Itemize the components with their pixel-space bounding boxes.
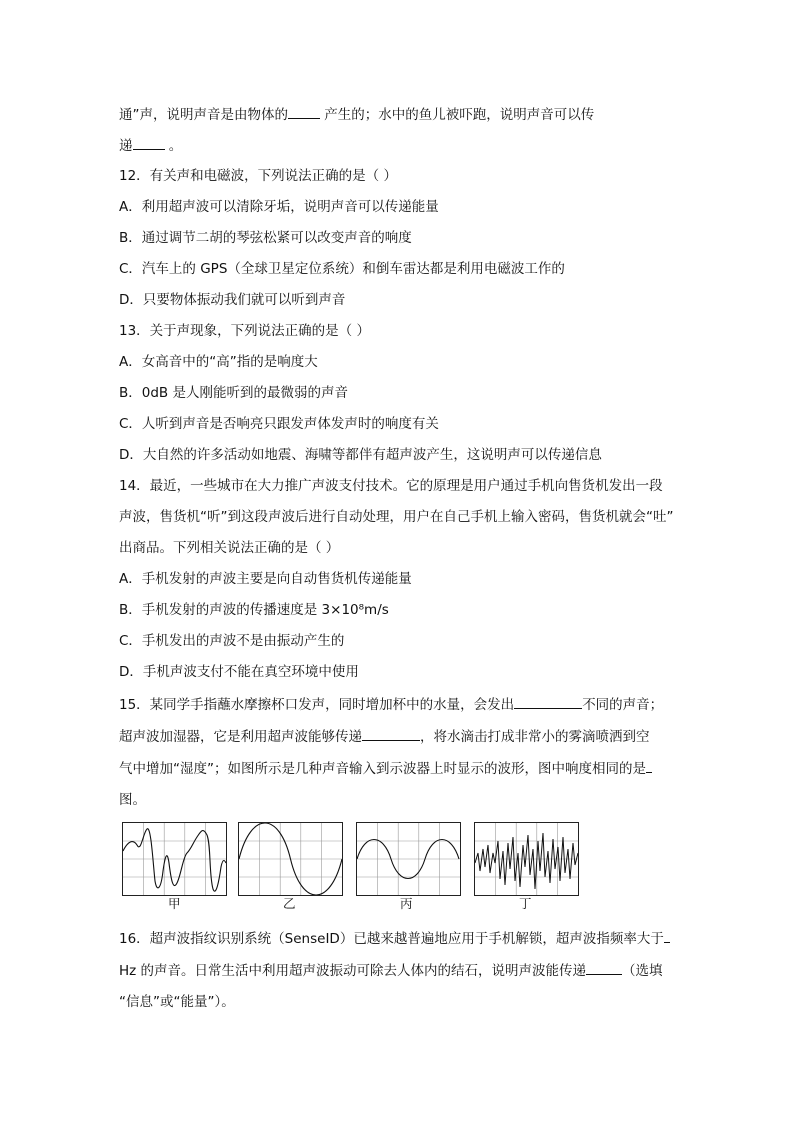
text-line: 递 。 <box>119 135 182 156</box>
question-15-stem: 15．某同学手指蘸水摩擦杯口发声，同时增加杯中的水量，会发出 不同的声音； <box>119 694 663 715</box>
waveform-label-bing: 丙 <box>400 896 413 911</box>
question-15-stem: 图。 <box>119 792 146 808</box>
question-14-stem: 出商品。下列相关说法正确的是（ ） <box>119 540 340 556</box>
option-c: C．汽车上的 GPS（全球卫星定位系统）和倒车雷达都是利用电磁波工作的 <box>119 261 565 277</box>
answer-blank[interactable] <box>133 135 165 150</box>
option-a: A．女高音中的“高”指的是响度大 <box>119 354 318 370</box>
noise-wave-icon <box>475 823 578 895</box>
text-line: 通”声，说明声音是由物体的 产生的；水中的鱼儿被吓跑，说明声音可以传 <box>119 104 594 125</box>
waveform-panel-yi <box>238 822 343 896</box>
option-c: C．手机发出的声波不是由振动产生的 <box>119 633 345 649</box>
answer-blank[interactable] <box>288 104 320 119</box>
waveform-panel-jia <box>122 822 227 896</box>
option-b: B．通过调节二胡的琴弦松紧可以改变声音的响度 <box>119 230 412 246</box>
waveform-panel-bing <box>356 822 461 896</box>
answer-blank[interactable] <box>586 960 622 975</box>
question-14-stem: 14．最近，一些城市在大力推广声波支付技术。它的原理是用户通过手机向售货机发出一段 <box>119 478 663 494</box>
answer-blank[interactable] <box>664 928 670 943</box>
option-a: A．手机发射的声波主要是向自动售货机传递能量 <box>119 571 412 587</box>
question-16-stem: 16．超声波指纹识别系统（SenseID）已越来越普遍地应用于手机解锁，超声波指频率大于 <box>119 928 670 949</box>
question-16-stem: Hz 的声音。日常生活中利用超声波振动可除去人体内的结石，说明声波能传递 （选填 <box>119 960 663 981</box>
option-b: B．手机发射的声波的传播速度是 3×10⁸m/s <box>119 602 389 618</box>
sine-wave-medium-icon <box>357 823 460 895</box>
waveform-label-ding: 丁 <box>519 896 532 911</box>
question-14-stem: 声波，售货机“听”到这段声波后进行自动处理，用户在自己手机上输入密码，售货机就会“吐” <box>119 509 674 525</box>
option-d: D．大自然的许多活动如地震、海啸等都伴有超声波产生，这说明声可以传递信息 <box>119 447 602 463</box>
option-c: C．人听到声音是否响亮只跟发声体发声时的响度有关 <box>119 416 439 432</box>
answer-blank[interactable] <box>646 758 652 773</box>
waveform-label-yi: 乙 <box>283 896 296 911</box>
option-d: D．只要物体振动我们就可以听到声音 <box>119 292 346 308</box>
sine-wave-large-icon <box>239 823 342 895</box>
option-a: A．利用超声波可以清除牙垢，说明声音可以传递能量 <box>119 199 439 215</box>
question-16-stem: “信息”或“能量”）。 <box>119 994 235 1010</box>
question-15-stem: 气中增加“湿度”；如图所示是几种声音输入到示波器上时显示的波形，图中响度相同的是 <box>119 758 652 779</box>
answer-blank[interactable] <box>362 726 420 741</box>
answer-blank[interactable] <box>514 694 582 709</box>
waveform-label-jia: 甲 <box>168 896 181 911</box>
option-d: D．手机声波支付不能在真空环境中使用 <box>119 664 359 680</box>
question-12-stem: 12．有关声和电磁波，下列说法正确的是（ ） <box>119 168 397 184</box>
question-13-stem: 13．关于声现象，下列说法正确的是（ ） <box>119 323 370 339</box>
irregular-wave-icon <box>123 823 226 895</box>
waveform-panel-ding <box>474 822 579 896</box>
option-b: B．0dB 是人刚能听到的最微弱的声音 <box>119 385 348 401</box>
question-15-stem: 超声波加湿器，它是利用超声波能够传递 ，将水滴击打成非常小的雾滴喷洒到空 <box>119 726 650 747</box>
